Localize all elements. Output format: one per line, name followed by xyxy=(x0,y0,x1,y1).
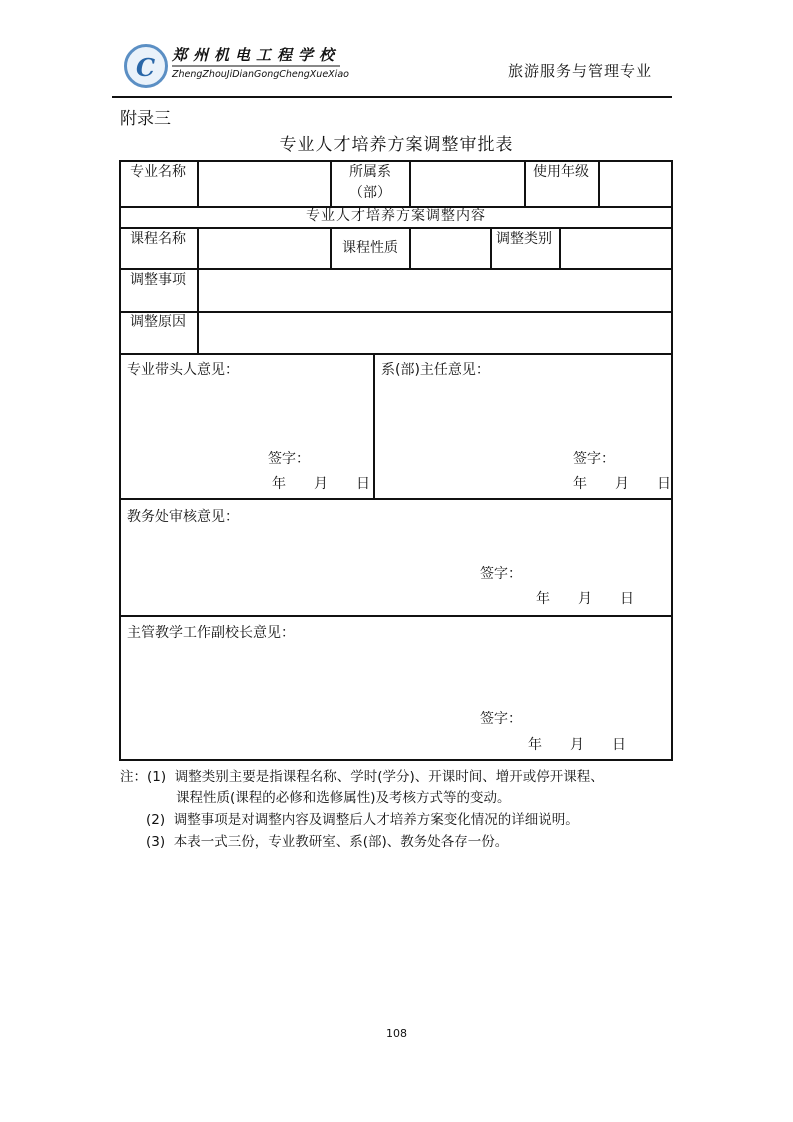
vice-principal-date: 年 月 日 xyxy=(528,737,626,753)
academic-office-date: 年 月 日 xyxy=(536,591,634,607)
note-3: (3) 本表一式三份，专业教研室、系(部)、教务处各存一份。 xyxy=(146,834,509,850)
label-adjust-type: 调整类别 xyxy=(496,231,552,247)
note-2: (2) 调整事项是对调整内容及调整后人才培养方案变化情况的详细说明。 xyxy=(146,812,579,828)
department-field[interactable] xyxy=(411,162,523,205)
leader-signature: 签字： xyxy=(268,451,310,467)
logo-underline xyxy=(172,65,340,67)
vice-principal-signature: 签字： xyxy=(480,711,522,727)
dept-head-signature: 签字： xyxy=(573,451,615,467)
school-name-pinyin: ZhengZhouJiDianGongChengXueXiao xyxy=(172,69,349,80)
form-title: 专业人才培养方案调整审批表 xyxy=(279,135,514,155)
dept-head-date: 年 月 日 xyxy=(573,476,671,492)
dept-head-opinion-label: 系(部)主任意见： xyxy=(381,362,490,378)
academic-office-signature: 签字： xyxy=(480,566,522,582)
label-department: 所属系（部） xyxy=(349,164,391,201)
adjust-items-field[interactable] xyxy=(199,270,669,310)
leader-date: 年 月 日 xyxy=(272,476,370,492)
major-name: 旅游服务与管理专业 xyxy=(508,62,653,80)
label-adjust-reason: 调整原因 xyxy=(130,314,186,330)
leader-opinion-label: 专业带头人意见： xyxy=(127,362,239,378)
academic-office-opinion-label: 教务处审核意见： xyxy=(127,509,239,525)
major-name-field[interactable] xyxy=(199,162,329,205)
grade-field[interactable] xyxy=(600,162,670,205)
school-name-cn: 郑州机电工程学校 xyxy=(172,46,341,64)
label-adjust-items: 调整事项 xyxy=(130,272,186,288)
label-course-name: 课程名称 xyxy=(130,231,186,247)
content-header: 专业人才培养方案调整内容 xyxy=(306,208,486,224)
adjust-type-field[interactable] xyxy=(561,229,671,267)
adjust-reason-field[interactable] xyxy=(199,312,669,352)
page-number: 108 xyxy=(386,1027,407,1040)
course-name-field[interactable] xyxy=(199,229,329,267)
label-major-name: 专业名称 xyxy=(130,164,186,180)
course-nature-field[interactable] xyxy=(411,229,489,267)
label-course-nature: 课程性质 xyxy=(342,240,398,256)
header-rule xyxy=(112,96,672,98)
school-logo: C xyxy=(124,44,168,88)
vice-principal-opinion-label: 主管教学工作副校长意见： xyxy=(127,625,295,641)
appendix-label: 附录三 xyxy=(120,109,171,129)
label-grade: 使用年级 xyxy=(533,164,589,180)
note-1-cont: 课程性质(课程的必修和选修属性)及考核方式等的变动。 xyxy=(176,790,511,806)
note-1: 注：(1) 调整类别主要是指课程名称、学时(学分)、开课时间、增开或停开课程、 xyxy=(120,769,604,785)
